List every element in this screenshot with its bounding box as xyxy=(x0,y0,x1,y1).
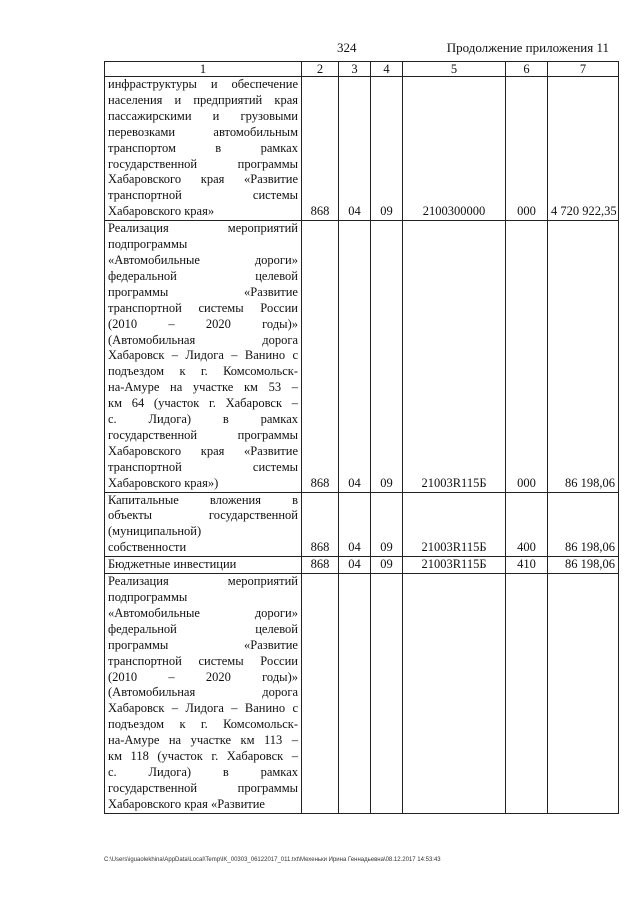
description-line: Хабаровского края «Развитие xyxy=(108,796,265,811)
ministry-code: 868 xyxy=(302,77,339,221)
description-line: транспортной системы xyxy=(108,188,298,203)
expense-type-code xyxy=(506,574,548,814)
target-article-code xyxy=(403,574,506,814)
ministry-code xyxy=(302,574,339,814)
description-line: с. Лидога) в рамках xyxy=(108,412,298,427)
target-article-code: 21003R115Б xyxy=(403,221,506,492)
row-description xyxy=(105,574,302,814)
description-line: Хабаровского края» xyxy=(108,204,215,219)
description-line: государственной программы xyxy=(108,427,298,442)
subsection-code: 09 xyxy=(371,221,403,492)
description-line: инфраструктуры и обеспечение xyxy=(108,77,298,91)
description-line: транспортной системы xyxy=(108,459,298,474)
column-header: 5 xyxy=(403,62,506,77)
description-line: с. Лидога) в рамках xyxy=(108,764,298,779)
description-line: собственности xyxy=(108,540,187,555)
row-description xyxy=(105,221,302,492)
description-line: подпрограммы xyxy=(108,590,188,604)
section-code: 04 xyxy=(339,492,371,557)
description-line: транспортной системы России xyxy=(108,653,298,668)
file-path-footer: C:\Users\iguaolekhina\AppData\Local\Temp\IK_00303_06122017_011.txt\Мехеньки Ирина Геннадьевна\08.12.2017 14:53:43 xyxy=(104,857,441,863)
description-line: Хабаровского края «Развитие xyxy=(108,443,298,458)
description-line: федеральной целевой xyxy=(108,621,298,636)
description-line: Хабаровск – Лидога – Ванино с xyxy=(108,348,298,363)
column-header: 7 xyxy=(548,62,619,77)
table-row xyxy=(105,492,619,557)
description-line: (2010 – 2020 годы)» xyxy=(108,669,298,684)
amount-value: 4 720 922,35 xyxy=(548,77,619,221)
header-row xyxy=(105,62,619,77)
subsection-code: 09 xyxy=(371,557,403,574)
description-line: населения и предприятий края xyxy=(108,92,298,107)
description-line: объекты государственной xyxy=(108,508,298,523)
expense-type-code: 410 xyxy=(506,557,548,574)
description-line: федеральной целевой xyxy=(108,268,298,283)
description-line: Хабаровского края») xyxy=(108,475,219,490)
description-line: государственной программы xyxy=(108,780,298,795)
description-line: подъездом к г. Комсомольск- xyxy=(108,364,298,379)
description-line: Хабаровск – Лидога – Ванино с xyxy=(108,701,298,716)
expense-type-code: 000 xyxy=(506,221,548,492)
description-line: (Автомобильная дорога xyxy=(108,332,298,347)
amount-value: 86 198,06 xyxy=(548,557,619,574)
description-line: программы «Развитие xyxy=(108,284,298,299)
description-line: Реализация мероприятий xyxy=(108,221,298,236)
ministry-code: 868 xyxy=(302,557,339,574)
section-code: 04 xyxy=(339,221,371,492)
description-line: на-Амуре на участке км 53 – xyxy=(108,380,298,395)
description-line: км 118 (участок г. Хабаровск – xyxy=(108,749,298,764)
row-description xyxy=(105,77,302,221)
description-line: на-Амуре на участке км 113 – xyxy=(108,733,298,748)
column-header: 1 xyxy=(105,62,302,77)
expense-type-code: 400 xyxy=(506,492,548,557)
amount-value: 86 198,06 xyxy=(548,221,619,492)
amount-value: 86 198,06 xyxy=(548,492,619,557)
description-line: (2010 – 2020 годы)» xyxy=(108,316,298,331)
table-row xyxy=(105,77,619,221)
column-header: 3 xyxy=(339,62,371,77)
description-line: Хабаровского края «Развитие xyxy=(108,172,298,187)
page-number: 324 xyxy=(337,40,357,55)
description-line: км 64 (участок г. Хабаровск – xyxy=(108,396,298,411)
row-description xyxy=(105,557,302,574)
description-line: транспортом в рамках xyxy=(108,140,298,155)
ministry-code: 868 xyxy=(302,492,339,557)
description-line: (муниципальной) xyxy=(108,524,202,539)
target-article-code: 2100300000 xyxy=(403,77,506,221)
table-row xyxy=(105,574,619,814)
column-header: 2 xyxy=(302,62,339,77)
description-line: (Автомобильная дорога xyxy=(108,685,298,700)
subsection-code: 09 xyxy=(371,492,403,557)
table-row xyxy=(105,557,619,574)
description-line: Бюджетные инвестиции xyxy=(108,557,237,572)
description-line: Капитальные вложения в xyxy=(108,492,298,507)
column-header: 4 xyxy=(371,62,403,77)
row-description xyxy=(105,492,302,557)
description-line: «Автомобильные дороги» xyxy=(108,605,298,620)
continuation-label: Продолжение приложения 11 xyxy=(446,40,609,55)
amount-value xyxy=(548,574,619,814)
section-code xyxy=(339,574,371,814)
description-line: подпрограммы xyxy=(108,237,188,252)
description-line: Реализация мероприятий xyxy=(108,574,298,589)
description-line: перевозками автомобильным xyxy=(108,124,298,139)
description-line: «Автомобильные дороги» xyxy=(108,252,298,267)
description-line: подъездом к г. Комсомольск- xyxy=(108,717,298,732)
section-code: 04 xyxy=(339,557,371,574)
description-line: программы «Развитие xyxy=(108,637,298,652)
column-header: 6 xyxy=(506,62,548,77)
description-line: транспортной системы России xyxy=(108,300,298,315)
description-line: государственной программы xyxy=(108,156,298,171)
budget-table xyxy=(104,61,619,814)
expense-type-code: 000 xyxy=(506,77,548,221)
table-row xyxy=(105,221,619,492)
ministry-code: 868 xyxy=(302,221,339,492)
target-article-code: 21003R115Б xyxy=(403,492,506,557)
section-code: 04 xyxy=(339,77,371,221)
subsection-code xyxy=(371,574,403,814)
subsection-code: 09 xyxy=(371,77,403,221)
description-line: пассажирскими и грузовыми xyxy=(108,108,298,123)
target-article-code: 21003R115Б xyxy=(403,557,506,574)
